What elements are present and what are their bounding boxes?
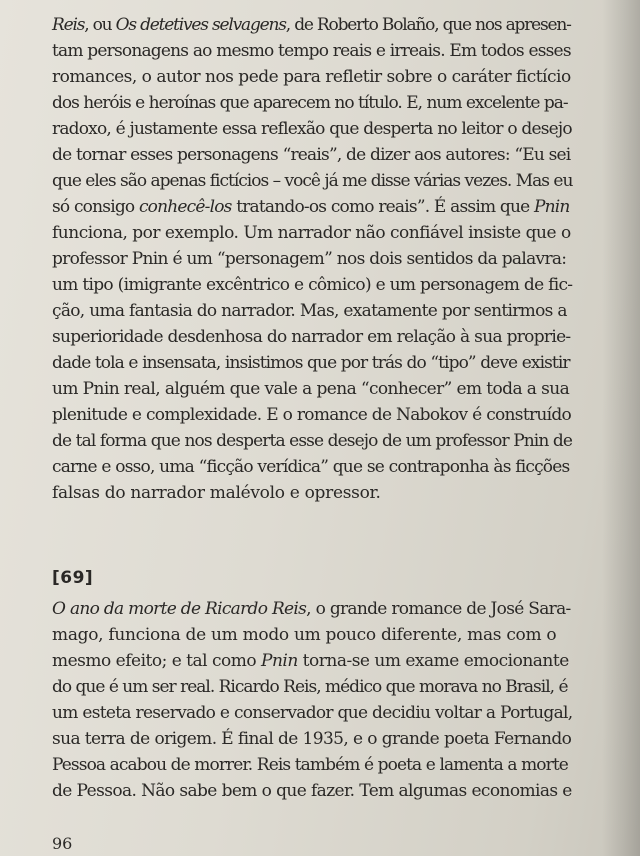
text-span: do que é um ser real. Ricardo Reis, médico que morava no Brasil, é	[52, 677, 568, 697]
italic-text: O ano da morte de Ricardo Reis	[52, 599, 307, 619]
page-number: 96	[52, 834, 73, 853]
text-line	[52, 454, 572, 480]
italic-text: Os detetives selvagens	[115, 15, 286, 35]
text-line	[52, 142, 572, 168]
paragraph-section-1	[52, 12, 572, 506]
text-line	[52, 402, 572, 428]
text-span: dos heróis e heroínas que aparecem no título. E, num excelente pa-	[52, 93, 568, 113]
text-span: sua terra de origem. É final de 1935, e o grande poeta Fernando	[52, 729, 572, 749]
section-heading: [69]	[52, 568, 94, 588]
text-line	[52, 246, 572, 272]
text-span: romances, o autor nos pede para refletir sobre o caráter fictício	[52, 67, 571, 87]
text-span: falsas do narrador malévolo e opressor.	[52, 483, 381, 503]
text-span: dade tola e insensata, insistimos que por trás do “tipo” deve existir	[52, 353, 570, 373]
text-span: superioridade desdenhosa do narrador em relação à sua proprie-	[52, 327, 571, 347]
text-line	[52, 778, 572, 804]
italic-text: Pnin	[261, 651, 298, 671]
text-line	[52, 38, 572, 64]
text-line	[52, 726, 572, 752]
text-line	[52, 622, 572, 648]
text-line	[52, 350, 572, 376]
text-line	[52, 324, 572, 350]
text-line	[52, 194, 572, 220]
text-span: um tipo (imigrante excêntrico e cômico) e um personagem de fic-	[52, 275, 573, 295]
text-span: de tal forma que nos desperta esse desejo de um professor Pnin de	[52, 431, 573, 451]
text-line	[52, 64, 572, 90]
italic-text: Reis	[52, 15, 85, 35]
text-line	[52, 480, 572, 506]
text-span: tratando-os como reais”. É assim que	[231, 197, 534, 217]
paragraph-section-2	[52, 596, 572, 804]
text-span: um Pnin real, alguém que vale a pena “conhecer” em toda a sua	[52, 379, 570, 399]
text-line	[52, 752, 572, 778]
text-line	[52, 90, 572, 116]
text-span: Pessoa acabou de morrer. Reis também é poeta e lamenta a morte	[52, 755, 568, 775]
text-span: mesmo efeito; e tal como	[52, 651, 261, 671]
text-span: só consigo	[52, 197, 139, 217]
text-line	[52, 168, 572, 194]
text-line	[52, 596, 572, 622]
text-line	[52, 700, 572, 726]
text-span: , o grande romance de José Sara-	[306, 599, 571, 619]
text-span: professor Pnin é um “personagem” nos dois sentidos da palavra:	[52, 249, 567, 269]
text-span: funciona, por exemplo. Um narrador não confiável insiste que o	[52, 223, 571, 243]
text-line	[52, 428, 572, 454]
text-line	[52, 116, 572, 142]
text-line	[52, 12, 572, 38]
text-line	[52, 674, 572, 700]
text-line	[52, 376, 572, 402]
text-line	[52, 648, 572, 674]
text-span: carne e osso, uma “ficção verídica” que se contraponha às ficções	[52, 457, 570, 477]
text-span: de tornar esses personagens “reais”, de dizer aos autores: “Eu sei	[52, 145, 571, 165]
text-span: um esteta reservado e conservador que decidiu voltar a Portugal,	[52, 703, 573, 723]
text-span: torna-se um exame emocionante	[297, 651, 569, 671]
text-line	[52, 298, 572, 324]
text-span: radoxo, é justamente essa reflexão que desperta no leitor o desejo	[52, 119, 572, 139]
text-span: , de Roberto Bolaño, que nos apresen-	[285, 15, 571, 35]
text-line	[52, 272, 572, 298]
page-gutter-shadow	[602, 0, 640, 856]
italic-text: conhecê-los	[138, 197, 232, 217]
text-line	[52, 220, 572, 246]
text-span: , ou	[84, 15, 116, 35]
text-span: plenitude e complexidade. E o romance de Nabokov é construído	[52, 405, 572, 425]
text-span: ção, uma fantasia do narrador. Mas, exatamente por sentirmos a	[52, 301, 567, 321]
text-span: que eles são apenas fictícios – você já me disse várias vezes. Mas eu	[52, 171, 573, 191]
text-span: tam personagens ao mesmo tempo reais e irreais. Em todos esses	[52, 41, 571, 61]
text-span: mago, funciona de um modo um pouco diferente, mas com o	[52, 625, 557, 645]
italic-text: Pnin	[533, 197, 570, 217]
text-span: de Pessoa. Não sabe bem o que fazer. Tem algumas economias e	[52, 781, 572, 801]
